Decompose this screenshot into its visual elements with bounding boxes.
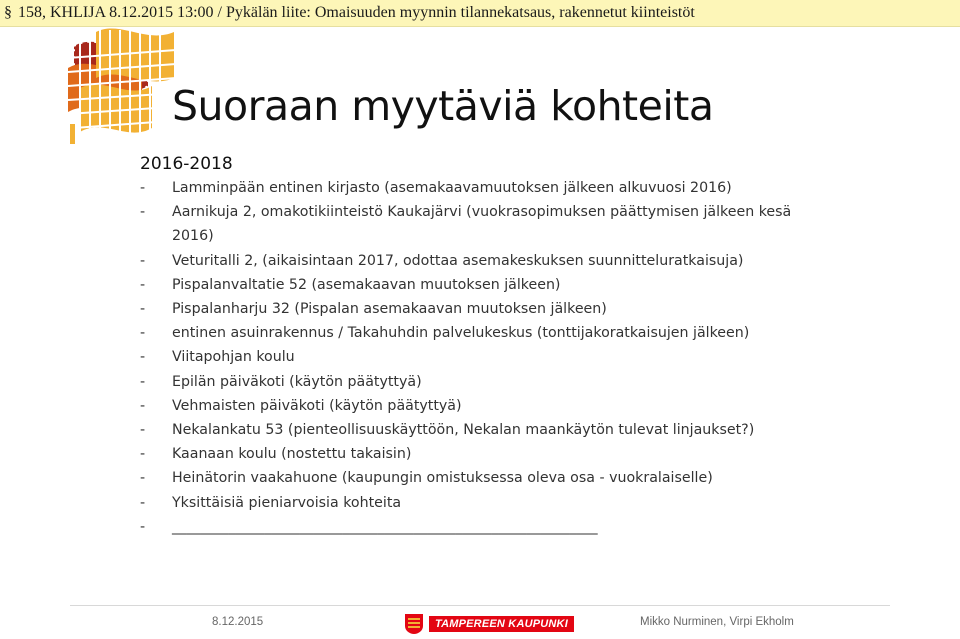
brand-name: TAMPEREEN KAUPUNKI [429, 616, 574, 632]
list-item [140, 297, 830, 321]
list-item-text: Viitapohjan koulu [172, 349, 295, 366]
list-item [140, 515, 830, 539]
list-item-text: Epilän päiväkoti (käytön päätyttyä) [172, 373, 422, 390]
list-item [140, 370, 830, 394]
list-dash: - [140, 325, 146, 342]
list-dash: - [140, 518, 146, 535]
list-dash: - [140, 301, 146, 318]
footer-authors: Mikko Nurminen, Virpi Ekholm [640, 616, 794, 628]
header-bar [0, 0, 960, 27]
logo-pole [70, 124, 75, 144]
list-dash: - [140, 252, 146, 269]
list-item-text: Vehmaisten päiväkoti (käytön päätyttyä) [172, 397, 462, 414]
list-dash: - [140, 204, 146, 221]
list-item-text: entinen asuinrakennus / Takahuhdin palvelukeskus (tonttijakoratkaisujen jälkeen) [172, 325, 750, 342]
list-dash: - [140, 422, 146, 439]
list-dash: - [140, 180, 146, 196]
footer-brand [404, 612, 574, 636]
list-item-text: Nekalankatu 53 (pienteollisuuskäyttöön, Nekalan maankäytön tulevat linjaukset?) [172, 422, 755, 439]
footer-date: 8.12.2015 [212, 616, 264, 628]
list-item-text: Pispalanharju 32 (Pispalan asemakaavan muutoksen jälkeen) [172, 301, 607, 318]
list-item [140, 442, 830, 466]
list-dash: - [140, 446, 146, 463]
list-item-text: Yksittäisiä pieniarvoisia kohteita [172, 494, 402, 511]
decorative-logo-icon [66, 28, 178, 146]
list-item [140, 200, 830, 248]
period-heading: 2016-2018 [140, 154, 233, 174]
list-item-text: Aarnikuja 2, omakotikiinteistö Kaukajärvi (vuokrasopimuksen päättymisen jälkeen kesä 2016) [172, 204, 792, 245]
list-dash: - [140, 349, 146, 366]
list-item-text: Pispalanvaltatie 52 (asemakaavan muutoksen jälkeen) [172, 276, 561, 293]
list-item-text: Heinätorin vaakahuone (kaupungin omistuksessa oleva osa - vuokralaiselle) [172, 470, 713, 487]
list-item-text: ____________________________________________________________ [172, 518, 598, 535]
list-item [140, 491, 830, 515]
list-item [140, 176, 830, 200]
list-item [140, 321, 830, 345]
header-text: 158, KHLIJA 8.12.2015 13:00 / Pykälän liite: Omaisuuden myynnin tilannekatsaus, rakennetut kiinteistöt [18, 4, 695, 21]
list-dash: - [140, 397, 146, 414]
list-item-text: Veturitalli 2, (aikaisintaan 2017, odottaa asemakeskuksen suunnitteluratkaisuja) [172, 252, 744, 269]
list-item [140, 345, 830, 369]
list-item-text: Lamminpään entinen kirjasto (asemakaavamuutoksen jälkeen alkuvuosi 2016) [172, 180, 732, 196]
list-item [140, 418, 830, 442]
list-item [140, 249, 830, 273]
list-dash: - [140, 494, 146, 511]
list-item [140, 466, 830, 490]
list-dash: - [140, 470, 146, 487]
city-crest-icon [404, 613, 424, 635]
page-title: Suoraan myytäviä kohteita [172, 82, 714, 130]
property-list [140, 176, 830, 539]
footer-divider [70, 605, 890, 606]
list-item [140, 273, 830, 297]
section-mark: § [4, 4, 12, 21]
list-item [140, 394, 830, 418]
list-item-text: Kaanaan koulu (nostettu takaisin) [172, 446, 412, 463]
list-dash: - [140, 373, 146, 390]
list-dash: - [140, 276, 146, 293]
